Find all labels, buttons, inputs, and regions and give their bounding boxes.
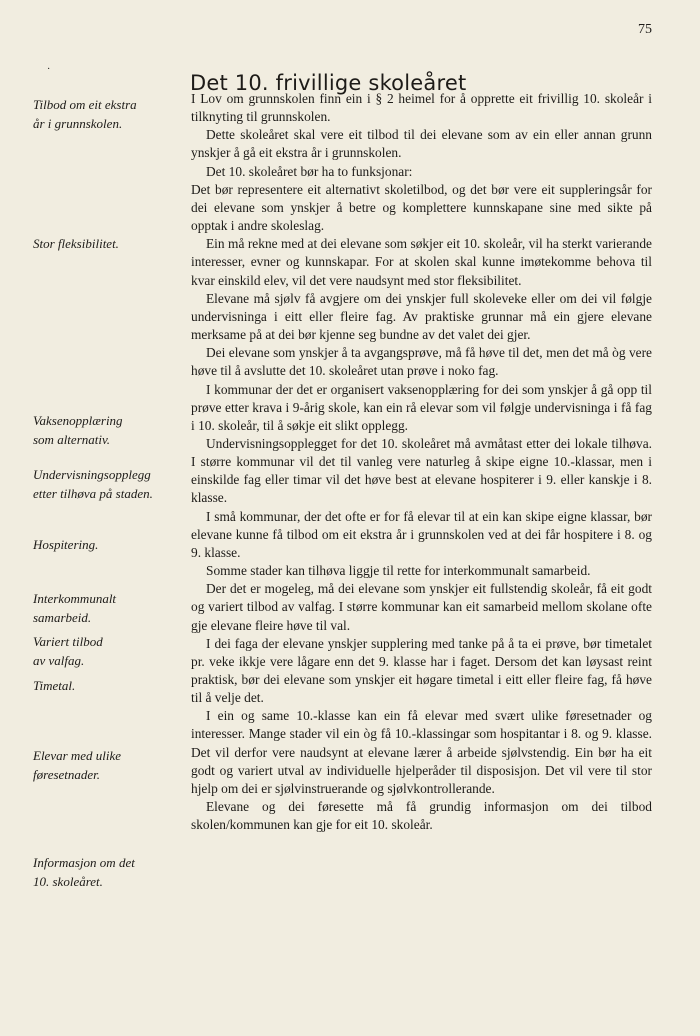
paragraph: I dei faga der elevane ynskjer supplering med tanke på å ta ei prøve, bør timetalet pr. veke ikkje vere lågare enn det 9. klasse har i faget. Dersom det kan løysast reint praktisk, bør dei elevane som ynskjer eit høgare timetal i eitt eller fleire fag, få høve til å velje det. [191, 635, 652, 706]
paragraph: Elevane og dei føresette må få grundig informasjon om dei tilbod skolen/kommunen kan gje for eit 10. skoleår. [191, 799, 652, 833]
margin-note-timetal [33, 676, 183, 695]
margin-note-line: av valfag. [33, 653, 85, 668]
margin-note-line: som alternativ. [33, 432, 111, 447]
margin-note-line: Variert tilbod [33, 634, 103, 649]
margin-note-interkommunalt [33, 589, 183, 627]
margin-note-line: Informasjon om det [33, 855, 135, 870]
paragraph: Undervisningsopplegget for det 10. skoleåret må avmåtast etter dei lokale tilhøva. I større kommunar vil det til vanleg vere naturleg å skipe eigne 10.-klassar, men i einskilde fag eller timar vil det høve best at elevane hospiterer i 9. eller kanskje i 8. klasse. [191, 435, 652, 506]
margin-note-undervisningsopplegg [33, 465, 183, 503]
margin-note-line: etter tilhøva på staden. [33, 486, 153, 501]
paragraph: Somme stader kan tilhøva liggje til rette for interkommunalt samarbeid. [206, 563, 591, 579]
paragraph: Det bør representere eit alternativt skoletilbod, og det bør vere eit suppleringsår for dei elevane som ynskjer å betre og komplettere kunnskapane sine med sikte på opptak i andre skoleslag. [191, 181, 652, 234]
paragraph: Der det er mogeleg, må dei elevane som ynskjer eit fullstendig skoleår, få eit godt og variert tilbod av valfag. I større kommunar kan eit samarbeid mellom skolane ofte gje elevane fleire høve til val. [191, 581, 652, 633]
margin-note-line: Timetal. [33, 678, 76, 693]
margin-note-line: Undervisningsopplegg [33, 467, 151, 482]
margin-note-informasjon [33, 853, 183, 891]
chapter-title: Det 10. frivillige skoleåret [190, 71, 467, 96]
margin-note-elevar [33, 746, 183, 784]
margin-dot: · [47, 64, 51, 75]
margin-note-fleksibilitet [33, 234, 183, 253]
paragraph: I ein og same 10.-klasse kan ein få elevar med svært ulike føresetnader og interesser. Mange stader vil ein òg få 10.-klassingar som hospitantar i 8. og 9. klasse. Det vil derfor vere naudsynt at elevane lærer å arbeide sjølvstendig. Ein bør ha eit godt og variert utval av individuelle hjelperåder til disposisjon. Det vil vere til stor hjelp om dei er sjølvinstruerande og sjølvkontrollerande. [191, 708, 652, 796]
margin-note-line: Interkommunalt [33, 591, 117, 606]
margin-note-line: Elevar med ulike [33, 748, 122, 763]
paragraph: Det 10. skoleåret bør ha to funksjonar: [206, 163, 413, 179]
margin-note-line: Tilbod om eit ekstra [33, 97, 137, 112]
paragraph: Elevane må sjølv få avgjere om dei ynskjer full skoleveke eller om dei vil følgje undervisninga i eitt eller fleire fag. Av praktiske grunnar må ein gjere elevane merksame på at dei bør kjenne seg bundne av det valet dei gjer. [191, 290, 652, 343]
margin-note-line: føresetnader. [33, 767, 101, 782]
paragraph: I små kommunar, der det ofte er for få elevar til at ein kan skipe eigne klassar, bør elevane kunne få tilbod om eit ekstra år i grunnskolen ved at dei får hospitere i 8. og 9. klasse. [191, 508, 652, 560]
margin-note-line: 10. skoleåret. [33, 874, 103, 889]
margin-note-hospitering [33, 535, 183, 554]
margin-note-line: Vaksenopplæring [33, 413, 123, 428]
paragraph: Dette skoleåret skal vere eit tilbod til dei elevane som av ein eller annan grunn ynskjer å gå eit ekstra år i grunnskolen. [191, 127, 652, 161]
paragraph: I kommunar der det er organisert vaksenopplæring for dei som ynskjer å gå opp til prøve etter krava i 9-årig skole, kan ein rå elevar som vil følgje undervisninga i få fag i 10. skoleår, til å søkje eit slikt opplegg. [191, 381, 652, 433]
page-number: 75 [638, 22, 652, 37]
paragraph: Dei elevane som ynskjer å ta avgangsprøve, må få høve til det, men det må òg vere høve til å avslutte det 10. skoleåret utan prøve i noko fag. [191, 345, 652, 379]
margin-note-line: Hospitering. [33, 537, 99, 552]
margin-note-vaksenopplaering [33, 411, 183, 449]
paragraph: I Lov om grunnskolen finn ein i § 2 heimel for å opprette eit frivillig 10. skoleår i tilknyting til grunnskolen. [191, 91, 652, 125]
margin-note-line: Stor fleksibilitet. [33, 236, 119, 251]
margin-note-tilbod [33, 95, 183, 133]
margin-note-line: samarbeid. [33, 610, 92, 625]
body-text [191, 90, 652, 834]
margin-note-variert-tilbod [33, 632, 183, 670]
margin-note-line: år i grunnskolen. [33, 116, 123, 131]
paragraph: Ein må rekne med at dei elevane som søkjer eit 10. skoleår, vil ha sterkt varierande interesser, evner og kunnskapar. For at skolen skal kunne imøtekomme behova til kvar einskild elev, vil det vere naudsynt med stor fleksibilitet. [191, 236, 652, 288]
